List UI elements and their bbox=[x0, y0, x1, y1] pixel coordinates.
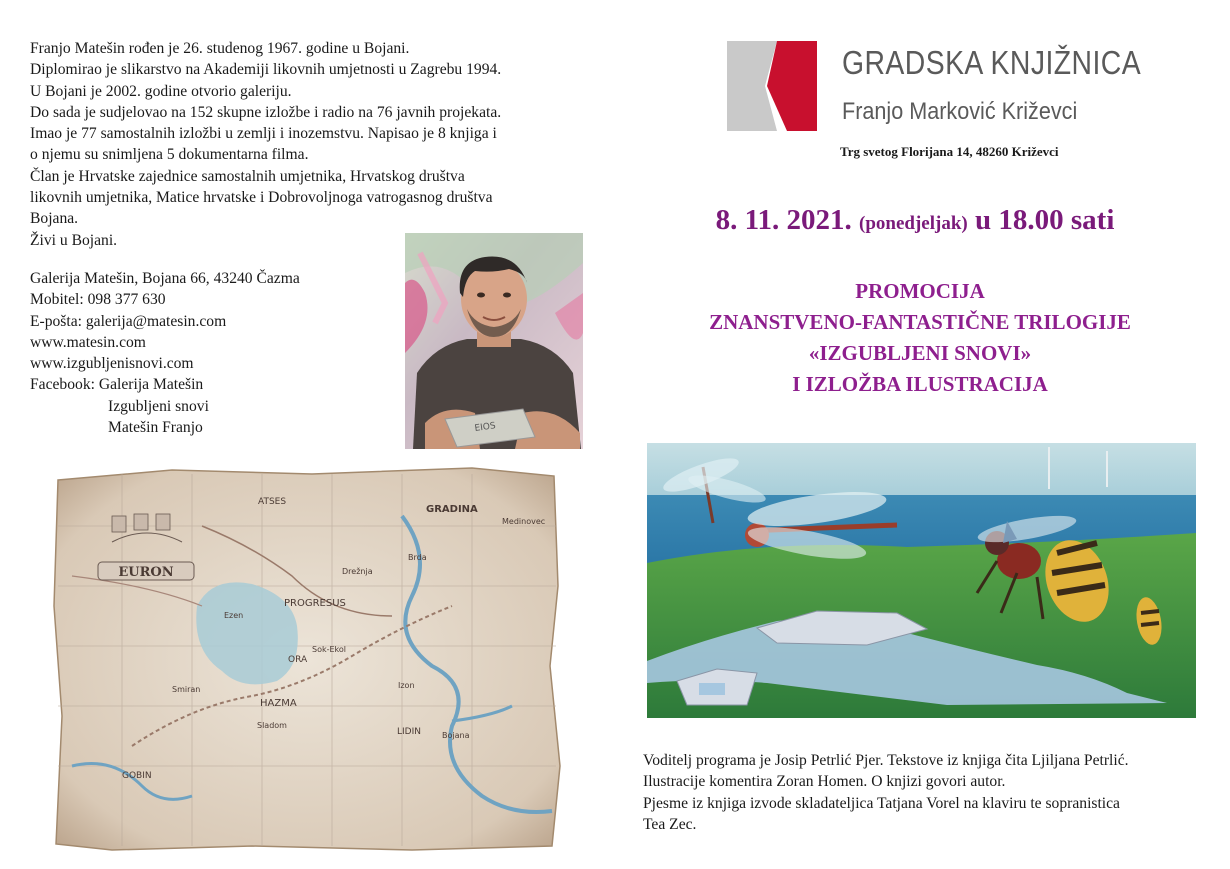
library-subtitle: Franjo Marković Križevci bbox=[842, 98, 1078, 125]
event-date: 8. 11. 2021. bbox=[715, 204, 852, 236]
map-label: Medinovec bbox=[502, 517, 546, 526]
map-label: Brda bbox=[408, 553, 427, 562]
facebook-label: Facebook: Galerija Matešin bbox=[30, 376, 204, 394]
facebook-page: Matešin Franjo bbox=[108, 419, 203, 437]
event-datetime bbox=[600, 204, 1230, 237]
portrait-illustration bbox=[405, 233, 583, 449]
map-drawing bbox=[52, 466, 562, 852]
map-label: Drežnja bbox=[342, 567, 373, 576]
program-line: Pjesme iz knjiga izvode skladateljica Tatjana Vorel na klaviru te sopranistica bbox=[643, 794, 1120, 812]
bio-line: likovnih umjetnika, Matice hrvatske i Dobrovoljnoga vatrogasnog društva bbox=[30, 189, 493, 207]
program-line: Tea Zec. bbox=[643, 815, 697, 833]
painting-illustration bbox=[647, 443, 1196, 718]
website-link: www.izgubljenisnovi.com bbox=[30, 355, 194, 373]
facebook-page: Izgubljeni snovi bbox=[108, 397, 209, 415]
map-label: Sok-Ekol bbox=[312, 645, 347, 654]
map-label: LIDIN bbox=[397, 727, 421, 737]
bio-line: Diplomirao je slikarstvo na Akademiji likovnih umjetnosti u Zagrebu 1994. bbox=[30, 61, 502, 79]
author-biography bbox=[30, 38, 600, 251]
mobile-number: Mobitel: 098 377 630 bbox=[30, 291, 166, 309]
program-line: Ilustracije komentira Zoran Homen. O knjizi govori autor. bbox=[643, 773, 1006, 791]
bio-line: o njemu su snimljena 5 dokumentarna filma. bbox=[30, 146, 309, 164]
author-portrait-photo bbox=[405, 233, 583, 449]
map-label: ORA bbox=[288, 655, 308, 665]
map-label: GRADINA bbox=[426, 504, 478, 515]
map-label: Bojana bbox=[442, 731, 470, 740]
map-label: Sladom bbox=[257, 721, 287, 730]
event-time: u 18.00 sati bbox=[975, 204, 1115, 236]
program-line: Voditelj programa je Josip Petrlić Pjer. Tekstove iz knjiga čita Ljiljana Petrlić. bbox=[643, 752, 1129, 769]
bio-line: Bojana. bbox=[30, 210, 79, 228]
bio-line: U Bojani je 2002. godine otvorio galeriju. bbox=[30, 82, 292, 100]
bio-line: Do sada je sudjelovao na 152 skupne izložbe i radio na 76 javnih projekata. bbox=[30, 103, 502, 121]
bio-line: Franjo Matešin rođen je 26. studenog 1967. godine u Bojani. bbox=[30, 40, 410, 57]
book-cover-text: EIOS bbox=[474, 421, 497, 434]
website-link: www.matesin.com bbox=[30, 333, 146, 351]
event-headline bbox=[600, 276, 1230, 400]
headline-line: «IZGUBLJENI SNOVI» bbox=[808, 341, 1032, 365]
gallery-contact bbox=[30, 268, 400, 438]
bio-line: Živi u Bojani. bbox=[30, 231, 118, 249]
library-name: GRADSKA KNJIŽNICA bbox=[842, 44, 1142, 81]
program-description bbox=[643, 750, 1223, 835]
headline-line: ZNANSTVENO-FANTASTIČNE TRILOGIJE bbox=[709, 310, 1131, 334]
gallery-address: Galerija Matešin, Bojana 66, 43240 Čazma bbox=[30, 270, 300, 287]
headline-line: I IZLOŽBA ILUSTRACIJA bbox=[792, 372, 1048, 396]
event-weekday: (ponedjeljak) bbox=[859, 213, 968, 234]
library-logo-mark-icon bbox=[727, 41, 827, 136]
map-label: Smiran bbox=[172, 685, 201, 694]
library-address: Trg svetog Florijana 14, 48260 Križevci bbox=[840, 144, 1059, 159]
map-label: HAZMA bbox=[260, 698, 297, 709]
email-address: E-pošta: galerija@matesin.com bbox=[30, 312, 227, 330]
bio-line: Član je Hrvatske zajednice samostalnih umjetnika, Hrvatskog društva bbox=[30, 167, 465, 185]
headline-line: PROMOCIJA bbox=[855, 279, 985, 303]
map-label: Izon bbox=[398, 681, 415, 690]
map-label: PROGRESUS bbox=[284, 598, 346, 609]
bio-line: Imao je 77 samostalnih izložbi u zemlji i inozemstvu. Napisao je 8 knjiga i bbox=[30, 125, 497, 143]
dragonfly-wasp-painting bbox=[647, 443, 1196, 718]
fantasy-map-illustration bbox=[52, 466, 562, 852]
map-label: Ezen bbox=[224, 611, 244, 620]
map-label: ATSES bbox=[258, 497, 287, 507]
map-title: EURON bbox=[118, 565, 174, 580]
map-label: GOBIN bbox=[122, 771, 152, 781]
